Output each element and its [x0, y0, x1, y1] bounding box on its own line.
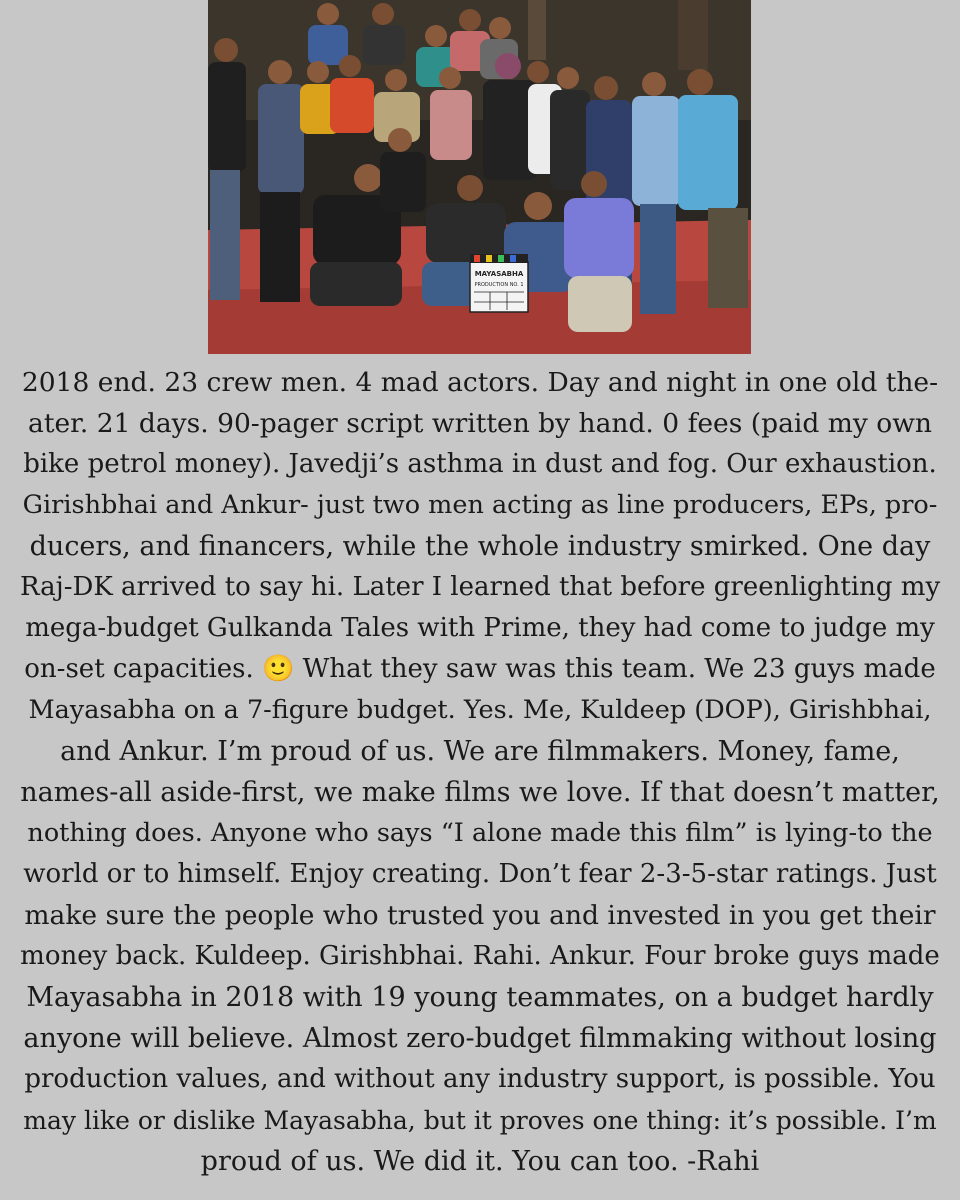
- caption-line: ater. 21 days. 90-pager script written by hand. 0 fees (paid my own: [28, 408, 932, 439]
- caption-line: on-set capacities. 🙂 What they saw was this team. We 23 guys made: [24, 654, 936, 684]
- tree-trunk: [528, 0, 546, 60]
- caption-line: Mayasabha on a 7-figure budget. Yes. Me, Kuldeep (DOP), Girishbhai,: [28, 695, 932, 725]
- caption-line: world or to himself. Enjoy creating. Don’t fear 2-3-5-star ratings. Just: [23, 859, 937, 889]
- caption-line: make sure the people who trusted you and invested in you get their: [24, 900, 936, 931]
- caption-line: anyone will believe. Almost zero-budget filmmaking without losing: [23, 1023, 937, 1054]
- group-photo: [208, 0, 751, 354]
- clapperboard-title: MAYASABHA: [474, 270, 524, 278]
- caption-line: 2018 end. 23 crew men. 4 mad actors. Day and night in one old the-: [21, 367, 939, 398]
- caption-line: names-all aside-first, we make films we love. If that doesn’t matter,: [20, 777, 940, 808]
- caption-line: proud of us. We did it. You can too. -Rahi: [200, 1146, 760, 1177]
- post-caption: [20, 362, 940, 1182]
- caption-line: nothing does. Anyone who says “I alone made this film” is lying-to the: [27, 818, 933, 848]
- caption-line: may like or dislike Mayasabha, but it proves one thing: it’s possible. I’m: [23, 1106, 937, 1135]
- caption-line: and Ankur. I’m proud of us. We are filmmakers. Money, fame,: [60, 736, 900, 767]
- caption-line: production values, and without any industry support, is possible. You: [24, 1064, 936, 1094]
- group-photo-illustration: [208, 0, 751, 354]
- caption-line: Raj-DK arrived to say hi. Later I learned that before greenlighting my: [20, 572, 941, 602]
- caption-line: mega-budget Gulkanda Tales with Prime, they had come to judge my: [25, 613, 935, 643]
- tree-trunk: [678, 0, 708, 70]
- caption-line: bike petrol money). Javedji’s asthma in dust and fog. Our exhaustion.: [23, 449, 937, 479]
- caption-line: ducers, and financers, while the whole industry smirked. One day: [29, 531, 931, 562]
- clapperboard-subtitle: PRODUCTION NO. 1: [474, 282, 524, 288]
- caption-line: Mayasabha in 2018 with 19 young teammates, on a budget hardly: [26, 982, 934, 1013]
- caption-line: Girishbhai and Ankur- just two men acting as line producers, EPs, pro-: [22, 490, 938, 520]
- caption-line: money back. Kuldeep. Girishbhai. Rahi. Ankur. Four broke guys made: [20, 941, 940, 971]
- clapperboard: [470, 254, 528, 312]
